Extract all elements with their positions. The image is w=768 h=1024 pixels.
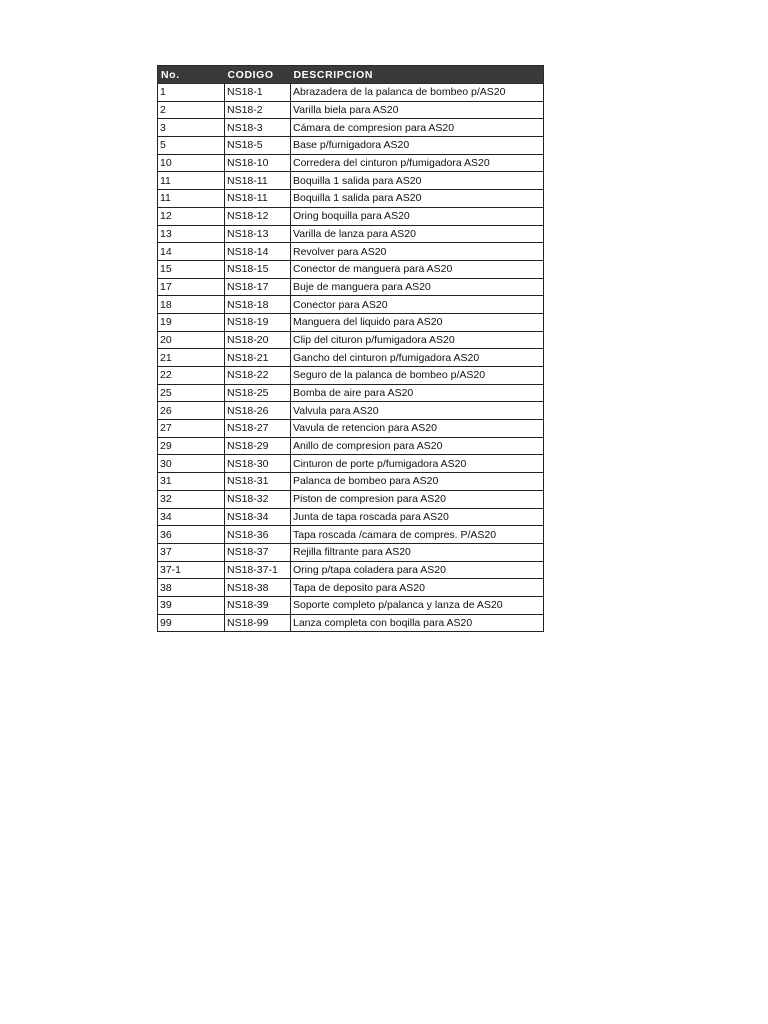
table-row (158, 243, 544, 261)
cell-descripcion: Abrazadera de la palanca de bombeo p/AS20 (291, 84, 544, 102)
table-row (158, 490, 544, 508)
cell-codigo: NS18-11 (225, 190, 291, 208)
cell-no: 31 (158, 473, 225, 491)
cell-no: 32 (158, 490, 225, 508)
cell-no: 25 (158, 384, 225, 402)
cell-codigo: NS18-99 (225, 614, 291, 632)
cell-no: 29 (158, 437, 225, 455)
table-row (158, 384, 544, 402)
cell-codigo: NS18-15 (225, 260, 291, 278)
cell-descripcion: Tapa de deposito para AS20 (291, 579, 544, 597)
table-row (158, 154, 544, 172)
table-row (158, 172, 544, 190)
cell-descripcion: Boquilla 1 salida para AS20 (291, 190, 544, 208)
cell-no: 10 (158, 154, 225, 172)
cell-no: 36 (158, 526, 225, 544)
cell-descripcion: Palanca de bombeo para AS20 (291, 473, 544, 491)
cell-codigo: NS18-12 (225, 207, 291, 225)
cell-codigo: NS18-17 (225, 278, 291, 296)
cell-codigo: NS18-3 (225, 119, 291, 137)
cell-descripcion: Rejilla filtrante para AS20 (291, 543, 544, 561)
cell-codigo: NS18-27 (225, 420, 291, 438)
cell-codigo: NS18-18 (225, 296, 291, 314)
cell-codigo: NS18-31 (225, 473, 291, 491)
cell-codigo: NS18-19 (225, 313, 291, 331)
table-row (158, 190, 544, 208)
cell-codigo: NS18-39 (225, 596, 291, 614)
table-header (158, 66, 544, 84)
cell-descripcion: Tapa roscada /camara de compres. P/AS20 (291, 526, 544, 544)
cell-no: 11 (158, 172, 225, 190)
table-row (158, 119, 544, 137)
cell-no: 14 (158, 243, 225, 261)
cell-descripcion: Boquilla 1 salida para AS20 (291, 172, 544, 190)
cell-descripcion: Gancho del cinturon p/fumigadora AS20 (291, 349, 544, 367)
cell-codigo: NS18-14 (225, 243, 291, 261)
table-row (158, 101, 544, 119)
cell-no: 15 (158, 260, 225, 278)
cell-descripcion: Buje de manguera para AS20 (291, 278, 544, 296)
cell-descripcion: Conector para AS20 (291, 296, 544, 314)
cell-no: 22 (158, 367, 225, 385)
cell-codigo: NS18-32 (225, 490, 291, 508)
cell-no: 1 (158, 84, 225, 102)
cell-no: 13 (158, 225, 225, 243)
table-row (158, 526, 544, 544)
cell-codigo: NS18-34 (225, 508, 291, 526)
cell-no: 21 (158, 349, 225, 367)
table-row (158, 473, 544, 491)
table-body (158, 84, 544, 632)
cell-no: 19 (158, 313, 225, 331)
header-row (158, 66, 544, 84)
cell-descripcion: Anillo de compresion para AS20 (291, 437, 544, 455)
cell-descripcion: Cámara de compresion para AS20 (291, 119, 544, 137)
table-row (158, 455, 544, 473)
cell-codigo: NS18-21 (225, 349, 291, 367)
header-descripcion: DESCRIPCION (291, 66, 544, 84)
cell-descripcion: Varilla biela para AS20 (291, 101, 544, 119)
table-row (158, 313, 544, 331)
cell-no: 20 (158, 331, 225, 349)
cell-codigo: NS18-26 (225, 402, 291, 420)
cell-no: 34 (158, 508, 225, 526)
cell-descripcion: Varilla de lanza para AS20 (291, 225, 544, 243)
cell-codigo: NS18-38 (225, 579, 291, 597)
cell-codigo: NS18-29 (225, 437, 291, 455)
cell-descripcion: Revolver para AS20 (291, 243, 544, 261)
table-row (158, 596, 544, 614)
table-row (158, 349, 544, 367)
table-row (158, 137, 544, 155)
table-row (158, 420, 544, 438)
cell-codigo: NS18-25 (225, 384, 291, 402)
cell-no: 38 (158, 579, 225, 597)
cell-no: 5 (158, 137, 225, 155)
header-no: No. (158, 66, 225, 84)
cell-descripcion: Seguro de la palanca de bombeo p/AS20 (291, 367, 544, 385)
table-row (158, 296, 544, 314)
table-row (158, 437, 544, 455)
cell-codigo: NS18-1 (225, 84, 291, 102)
cell-descripcion: Vavula de retencion para AS20 (291, 420, 544, 438)
table-row (158, 579, 544, 597)
cell-codigo: NS18-37 (225, 543, 291, 561)
cell-no: 17 (158, 278, 225, 296)
cell-no: 3 (158, 119, 225, 137)
cell-descripcion: Corredera del cinturon p/fumigadora AS20 (291, 154, 544, 172)
cell-descripcion: Clip del cituron p/fumigadora AS20 (291, 331, 544, 349)
cell-codigo: NS18-2 (225, 101, 291, 119)
cell-no: 37-1 (158, 561, 225, 579)
cell-descripcion: Cinturon de porte p/fumigadora AS20 (291, 455, 544, 473)
cell-no: 26 (158, 402, 225, 420)
table-row (158, 278, 544, 296)
cell-no: 18 (158, 296, 225, 314)
cell-descripcion: Soporte completo p/palanca y lanza de AS20 (291, 596, 544, 614)
cell-descripcion: Oring boquilla para AS20 (291, 207, 544, 225)
cell-no: 37 (158, 543, 225, 561)
table-row (158, 84, 544, 102)
table-row (158, 367, 544, 385)
cell-descripcion: Base p/fumigadora AS20 (291, 137, 544, 155)
cell-descripcion: Junta de tapa roscada para AS20 (291, 508, 544, 526)
cell-descripcion: Bomba de aire para AS20 (291, 384, 544, 402)
cell-codigo: NS18-13 (225, 225, 291, 243)
cell-no: 2 (158, 101, 225, 119)
cell-no: 99 (158, 614, 225, 632)
cell-codigo: NS18-5 (225, 137, 291, 155)
table-row (158, 225, 544, 243)
cell-descripcion: Oring p/tapa coladera para AS20 (291, 561, 544, 579)
cell-descripcion: Manguera del liquido para AS20 (291, 313, 544, 331)
cell-descripcion: Lanza completa con boqilla para AS20 (291, 614, 544, 632)
table-row (158, 614, 544, 632)
table-row (158, 508, 544, 526)
cell-codigo: NS18-10 (225, 154, 291, 172)
table-row (158, 207, 544, 225)
cell-codigo: NS18-30 (225, 455, 291, 473)
cell-codigo: NS18-36 (225, 526, 291, 544)
cell-descripcion: Valvula para AS20 (291, 402, 544, 420)
header-codigo: CODIGO (225, 66, 291, 84)
cell-no: 30 (158, 455, 225, 473)
cell-codigo: NS18-11 (225, 172, 291, 190)
cell-descripcion: Piston de compresion para AS20 (291, 490, 544, 508)
table-row (158, 331, 544, 349)
table-row (158, 402, 544, 420)
cell-no: 27 (158, 420, 225, 438)
table-row (158, 561, 544, 579)
table-row (158, 260, 544, 278)
table-row (158, 543, 544, 561)
cell-codigo: NS18-20 (225, 331, 291, 349)
cell-codigo: NS18-22 (225, 367, 291, 385)
cell-no: 12 (158, 207, 225, 225)
cell-descripcion: Conector de manguera para AS20 (291, 260, 544, 278)
cell-no: 39 (158, 596, 225, 614)
cell-codigo: NS18-37-1 (225, 561, 291, 579)
parts-table (157, 65, 544, 632)
cell-no: 11 (158, 190, 225, 208)
